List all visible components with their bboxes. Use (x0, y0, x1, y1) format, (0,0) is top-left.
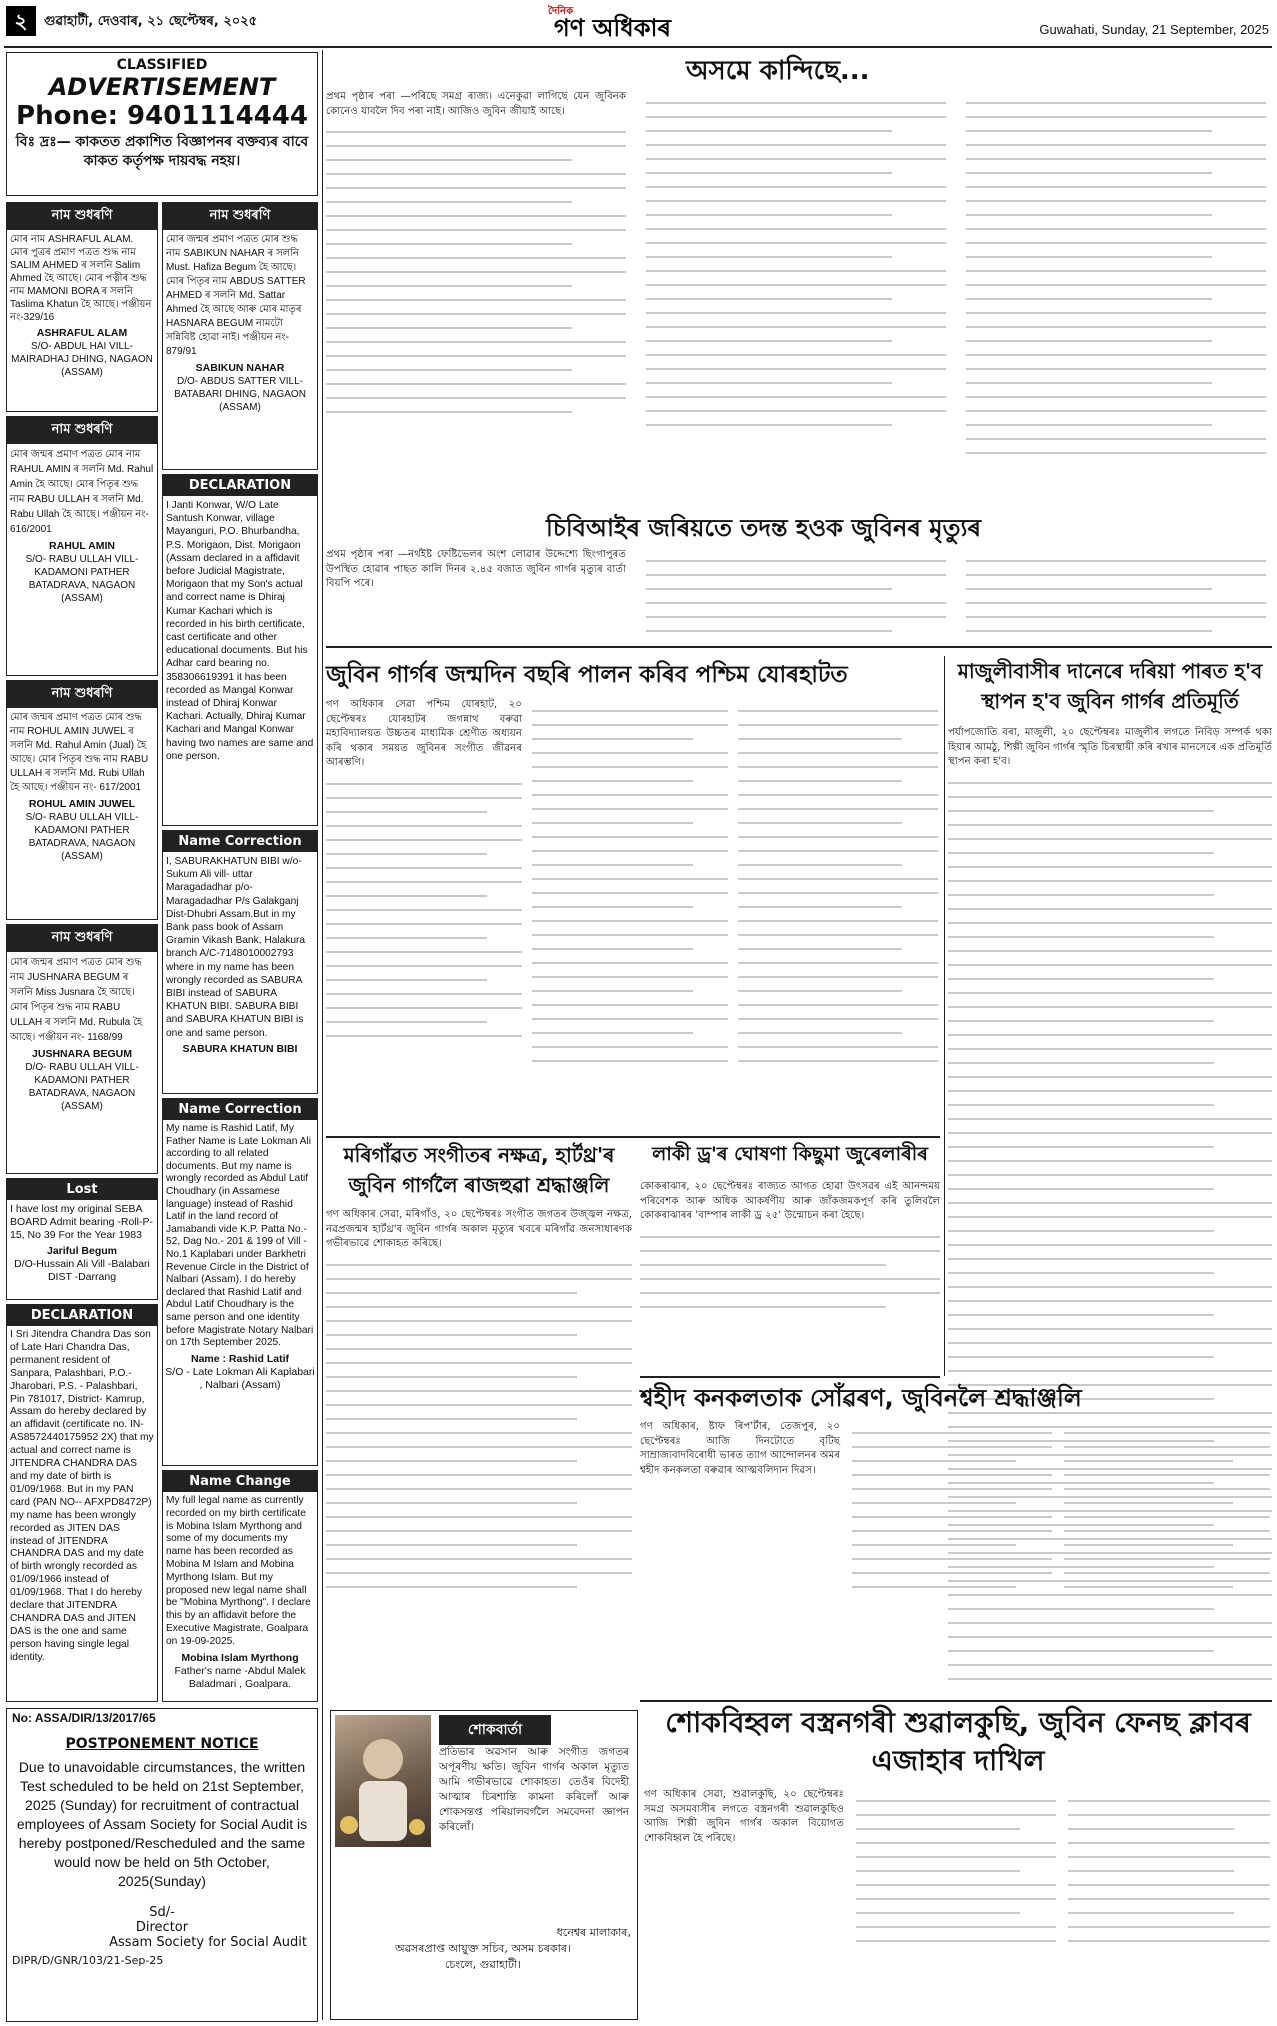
notice-heading: Name Correction (163, 831, 317, 852)
obituary-signature-place: চেংলে, গুৱাহাটী। (444, 1958, 522, 1971)
article-body-column (856, 1788, 1056, 1954)
logo (548, 2, 718, 42)
notice-body: My full legal name as currently recorded on my birth certificate is Mobina Islam Myrthong and some of my documents my name has been recorded as Mobina M Islam and Mobina Myrthong Islam. But my proposed new legal name shall be "Mobina Myrthong". I declare this by an affidavit before the Executive Magistrate, Goalpara on 19-09-2025. (166, 1495, 311, 1647)
notice-body: মোৰ জন্মৰ প্ৰমাণ পত্ৰত মোৰ শুদ্ধ নাম ROHUL AMIN JUWEL ৰ সলনি Md. Rahul Amin (Jual) হৈ আছে। মোৰ পিতৃৰ শুদ্ধ নাম RABU ULLAH ৰ সলনি Md. Rubi Ullah হৈ আছে। পঞ্জীয়ন নং- 617/2001 (10, 712, 149, 793)
postponement-notice (6, 1708, 318, 2022)
article-body-column (1068, 1788, 1270, 1954)
portrait-image (335, 1715, 431, 1847)
article-assam-cries (326, 50, 1272, 510)
article-headline: মৰিগাঁৱত সংগীতৰ নক্ষত্ৰ, হাৰ্টথ্ৰ'ৰ জুবিন গাৰ্গলৈ ৰাজহুৱা শ্ৰদ্ধাঞ্জলি (343, 1143, 615, 1197)
section-rule (640, 1376, 940, 1378)
article-morigaon-tribute (326, 1140, 632, 1702)
notice-heading: Lost (7, 1179, 157, 1200)
notice-body: মোৰ জন্মৰ প্ৰমাণ পত্ৰত মোৰ শুদ্ধ নাম JUSHNARA BEGUM ৰ সলনি Miss Jusnara হৈ আছে। মোৰ পিতৃৰ শুদ্ধ নাম RABU ULLAH ৰ সলনি Md. Rubula হৈ আছে। পঞ্জীয়ন নং- 1168/99 (10, 957, 143, 1043)
article-body-column (966, 548, 1266, 644)
notice-name-correction-1 (6, 202, 158, 412)
date-english: Guwahati, Sunday, 21 September, 2025 (1039, 22, 1269, 37)
article-lead-text: পৰ্যাপজোতি বৰা, মাজুলী, ২০ ছেপ্টেম্বৰঃ মাজুলীৰ লগতে নিবিড় সম্পৰ্ক থকা হিয়াৰ আমঠু, শিল্পী জুবিন গাৰ্গৰ স্মৃতি চিৰস্থায়ী কৰি ৰখাৰ মানসেৰে এক প্ৰতিমূৰ্তি স্থাপন কৰা হ'ব। (948, 727, 1272, 768)
notice-body: I Janti Konwar, W/O Late Santush Konwar, village Mayanguri, P.O. Bhurbandha, P.S. Morigaon, Dist. Morigaon (Assam declared in a affidavit before Judicial Magistrate, Morigaon that my Son's actual and correct name is Dhiraj Kumar Kachari which is recorded in his birth certificate, cast certificate and other educational documents. But his Adhar card bearing no. 358306619391 it has been recorded as Mangal Konwar instead of Dhiraj Konwar Kachari. Actually, Dhiraj Kumar Kachari and Mangal Konwar having two names are same and one person. (166, 500, 314, 762)
article-body-column (1064, 1420, 1270, 1600)
notice-body: I have lost my original SEBA BOARD Admit bearing -Roll-P-15, No 39 For the Year 1983 (10, 1203, 153, 1241)
notice-heading: নাম শুধৰণি (7, 417, 157, 444)
notice-body: I, SABURAKHATUN BIBI w/o-Sukum Ali vill- uttar Maragadadhar p/o- Maragadadhar P/s Galakganj Dist-Dhubri Assam.But in my Bank pass book of Assam Gramin Vikash Bank, Halakura branch A/C-7148010002793 where in my name has been wrongly recorded as SABURA BIBI instead of SABURA KHATUN BIBI. SABURA BIBI and SABURA KHATUN BIBI is one and same person. (166, 856, 306, 1039)
notice-name-correction-7 (162, 1098, 318, 1466)
notice-signature: ASHRAFUL ALAM (36, 327, 128, 339)
notice-heading: POSTPONEMENT NOTICE (65, 1736, 259, 1752)
article-shualkuchi (644, 1704, 1272, 2022)
article-body-text (326, 1264, 632, 1588)
article-headline: শোকবিহ্বল বস্ত্ৰনগৰী শুৱালকুছি, জুবিন ফেনছ ক্লাবৰ এজাহাৰ দাখিল (665, 1706, 1251, 1777)
notice-body: My name is Rashid Latif, My Father Name is Late Lokman Ali according to all related documents. But my name is wrongly recorded as Abdul Latif Choudhary (in Assamese language) instead of Rashid Latif in the land record of Jamabandi vide K.P. Patta No.- 52, Dag No.- 201 & 199 of Vill - No.1 Kaplabari under Barkhetri Revenue Circle in the District of Nalbari (Assam). I do hereby declared that Rashid Latif and Abdul Latif Choudhary is the same person and one identity before Magistrate Notary Nalbari on 17th September 2025. (166, 1123, 314, 1349)
column-rule (322, 50, 323, 2020)
notice-body: I Sri Jitendra Chandra Das son of Late Hari Chandra Das, permanent resident of Sanpara, Palashbari, P.O.- Jharobari, P.S. - Palashbari, Pin 781017, District- Kamrup, Assam do hereby declared by an affidavit (certificate no. IN-AS8572440175952 2X) that my actual and correct name is JITENDRA CHANDRA DAS and my date of birth is 01/09/1968. But in my PAN card (PAN NO-- AFXPD8472P) my name has been wrongly recorded as JITEN DAS instead of JITENDRA CHANDRA DAS and my date of birth wrongly recorded as 01/09/1966 instead of 01/09/1968. That I do hereby declare that JITENDRA CHANDRA DAS and JITEN DAS is the one and same person having single legal identity. (10, 1329, 154, 1663)
section-rule (640, 1700, 1272, 1702)
notice-name-change (162, 1470, 318, 1702)
article-cbi-probe (326, 510, 1272, 650)
notice-signature: RAHUL AMIN (49, 540, 115, 552)
notice-signature-title: Director (135, 1920, 189, 1935)
article-lead-text: প্ৰথম পৃষ্ঠাৰ পৰা —পৰিছে সমগ্ৰ ৰাজ্য। এনেকুৱা লাগিছে যেন জুবিনক কোনেও যাবলৈ দিব পৰা নাই। আজিও জুবিন জীয়াই আছে। (326, 91, 626, 117)
notice-signature-org: Assam Society for Social Audit (109, 1935, 307, 1950)
obituary-photo (335, 1715, 431, 1847)
notice-address: Father's name -Abdul Malek Baladmari , Goalpara. (174, 1664, 306, 1690)
masthead-rule (4, 46, 1272, 48)
notice-heading: Name Change (163, 1471, 317, 1492)
notice-signature: SABIKUN NAHAR (195, 362, 285, 374)
obituary-body: প্ৰতিভাৰ অৱসান আৰু সংগীত জগতৰ অপূৰণীয় ক্ষতি। জুবিন গাৰ্গৰ অকাল মৃত্যুত আমি গভীৰভাৱে শোকাহত। তেওঁৰ বিদেহী আত্মাৰ চিৰশান্তি কামনা কৰিলোঁ আৰু শোকসন্তপ্ত পৰিয়ালবৰ্গলৈ সমবেদনা জ্ঞাপন কৰিলোঁ। (439, 1746, 629, 1833)
article-headline: অসমে কান্দিছে... (686, 56, 870, 86)
section-rule (326, 1136, 940, 1138)
notice-lost (6, 1178, 158, 1300)
notice-heading: Name Correction (163, 1099, 317, 1120)
notice-heading: নাম শুধৰণি (7, 925, 157, 952)
classified-header-box (6, 52, 318, 196)
logo-small-text: দৈনিক (548, 6, 574, 17)
notice-signature: Name : Rashid Latif (190, 1352, 290, 1365)
notice-name-correction-2 (6, 416, 158, 676)
notice-heading: DECLARATION (7, 1305, 157, 1326)
article-headline: জুবিন গাৰ্গৰ জন্মদিন বছৰি পালন কৰিব পশ্চিম যোৰহাটত (326, 662, 848, 688)
article-body-column (646, 548, 946, 644)
article-lead-text: গণ অধিকাৰ সেৱা, মৰিগাঁও, ২০ ছেপ্টেম্বৰঃ সংগীত জগতৰ উজ্জ্বল নক্ষত্ৰ, নৱপ্ৰজন্মৰ হাৰ্টথ্ৰ'ব জুবিন গাৰ্গৰ অকাল মৃত্যুৰ খবৰে মৰিগাঁৱ জনসাধাৰণক গভীৰভাৱে শোকাহত কৰিছে। (326, 1209, 632, 1250)
notice-address: D/O- ABDUS SATTER VILL- BATABARI DHING, NAGAON (ASSAM) (174, 376, 306, 413)
notice-heading: নাম শুধৰণি (163, 203, 317, 230)
notice-body: মোৰ জন্মৰ প্ৰমাণ পত্ৰত মোৰ নাম RAHUL AMIN ৰ সলনি Md. Rahul Amin হৈ আছে। মোৰ পিতৃৰ শুদ্ধ নাম RABU ULLAH ৰ সলনি Md. Rabu Ullah হৈ আছে। পঞ্জীয়ন নং- 616/2001 (10, 449, 154, 535)
notice-signature: SABURA KHATUN BIBI (182, 1042, 298, 1055)
classified-label: CLASSIFIED (116, 57, 208, 73)
classified-title: ADVERTISEMENT (48, 73, 276, 101)
notice-address: S/O- ABDUL HAI VILL- MAIRADHAJ DHING, NAGAON (ASSAM) (11, 341, 153, 378)
notice-address: S/O- RABU ULLAH VILL- KADAMONI PATHER BATADRAVA, NAGAON (ASSAM) (25, 554, 139, 604)
notice-address: D/O-Hussain Ali Vill -Balabari DIST -Darrang (14, 1258, 150, 1283)
article-lead-text: প্ৰথম পৃষ্ঠাৰ পৰা —নৰ্থইষ্ট ফেষ্টিভেলৰ অংশ লোৱাৰ উদ্দেশ্যে ছিংগাপুৰত উপস্থিত হোৱাৰ পাছত কালি দিনৰ ২.৪৫ বজাত জুবিন গাৰ্গৰ মৃত্যুৰ বাৰ্তা বিয়পি পৰে। (326, 549, 626, 590)
article-lead-text: গণ অধিকাৰ সেৱা, শুৱালকুছি, ২০ ছেপ্টেম্বৰঃ সমগ্ৰ অসমবাসীৰ লগতে বস্ত্ৰনগৰী শুৱালকুছিও আজি শিল্পী জুবিন গাৰ্গৰ অকাল বিয়োগত শোকবিহ্বল হৈ পৰিছে। (644, 1789, 844, 1844)
notice-heading: DECLARATION (163, 475, 317, 496)
notice-signature: Mobina Islam Myrthong (181, 1651, 299, 1664)
notice-name-correction-4 (6, 924, 158, 1174)
notice-body: মোৰ নাম ASHRAFUL ALAM. মোৰ পুত্ৰৰ প্ৰমাণ পত্ৰত শুদ্ধ নাম SALIM AHMED ৰ সলনি Salim Ahmed হৈ আছে। মোৰ পত্নীৰ শুদ্ধ নাম MAMONI BORA ৰ সলনি Taslima Khatun হৈ আছে। পঞ্জীয়ন নং-329/16 (10, 234, 152, 323)
obituary-box (330, 1710, 638, 2020)
notice-heading: নাম শুধৰণি (7, 681, 157, 708)
section-rule (326, 646, 1272, 648)
article-headline: চিবিআইৰ জৰিয়তে তদন্ত হওক জুবিনৰ মৃত্যুৰ (546, 514, 982, 542)
notice-address: S/O- RABU ULLAH VILL- KADAMONI PATHER BATADRAVA, NAGAON (ASSAM) (25, 812, 139, 862)
article-body-column (966, 90, 1266, 500)
notice-signature: ROHUL AMIN JUWEL (28, 798, 136, 810)
article-body-column (532, 698, 728, 1074)
obituary-signature-title: অৱসৰপ্ৰাপ্ত আয়ুক্ত সচিব, অসম চৰকাৰ। (395, 1942, 571, 1955)
obituary-signature-name: ধনেশ্বৰ মালাকাৰ, (556, 1926, 631, 1939)
notice-declaration-2 (162, 474, 318, 826)
article-lead-text: গণ অধিকাৰ সেৱা পশ্চিম যোৰহাট, ২০ ছেপ্টেম্বৰঃ যোৰহাটৰ জগন্নাথ বৰুৱা মহাবিদ্যালয়ত উচ্চতৰ মাধ্যমিক শ্ৰেণীত অধ্যয়ন কৰি থকাৰ সময়ত জুবিনৰ সংগীত জীৱনৰ আৰম্ভণি। (326, 699, 522, 769)
article-body-text (326, 131, 626, 413)
notice-signature: JUSHNARA BEGUM (32, 1048, 132, 1060)
article-kanaklata (640, 1380, 1272, 1702)
article-lead-text: গণ অধিকাৰ, ষ্টাফ ৰিপ'ৰ্টাৰ, তেজপুৰ, ২০ ছেপ্টেম্বৰঃ আজি দিনটোতে বৃটিছ সাম্ৰাজ্যবাদবিৰোধী ভাৰত ত্যাগ আন্দোলনৰ অমৰ শ্বহীদ কনকলতা বৰুৱাৰ আত্মবলিদান দিৱস। (640, 1421, 840, 1476)
notice-name-correction-5 (162, 202, 318, 470)
notice-body: Due to unavoidable circumstances, the written Test scheduled to be held on 21st September, 2025 (Sunday) for recruitment of contractual employees of Assam Society for Social Audit is hereby postponed/Rescheduled and the same would now be held on 5th October, 2025(Sunday) (16, 1759, 308, 1889)
masthead (0, 0, 1277, 48)
article-body-column (852, 1420, 1052, 1600)
notice-name-correction-3 (6, 680, 158, 920)
column-rule (944, 656, 945, 1376)
notice-footer: DIPR/D/GNR/103/21-Sep-25 (12, 1954, 164, 1967)
notice-reference: No: ASSA/DIR/13/2017/65 (12, 1711, 156, 1725)
article-headline: মাজুলীবাসীৰ দানেৰে দৰিয়া পাৰত হ'ব স্থাপন হ'ব জুবিন গাৰ্গৰ প্ৰতিমূৰ্তি (957, 659, 1263, 713)
date-assamese: গুৱাহাটী, দেওবাৰ, ২১ ছেপ্টেম্বৰ, ২০২৫ (44, 14, 258, 29)
notice-address: S/O - Late Lokman Ali Kaplabari , Nalbari (Assam) (165, 1365, 315, 1391)
article-body-text (640, 1236, 940, 1308)
article-body-text (326, 783, 522, 1037)
article-body-column (646, 90, 946, 500)
notice-heading: নাম শুধৰণি (7, 203, 157, 230)
obituary-heading: শোকবাৰ্তা (439, 1715, 551, 1745)
classified-note: বিঃ দ্ৰঃ— কাকতত প্ৰকাশিত বিজ্ঞাপনৰ বক্তব্যৰ বাবে কাকত কৰ্তৃপক্ষ দায়বদ্ধ নহয়। (15, 134, 309, 169)
article-lucky-draw (640, 1140, 940, 1372)
notice-signature: Sd/- (149, 1905, 175, 1920)
notice-body: মোৰ জন্মৰ প্ৰমাণ পত্ৰত মোৰ শুদ্ধ নাম SABIKUN NAHAR ৰ সলনি Must. Hafiza Begum হৈ আছে। মোৰ পিতৃৰ নাম ABDUS SATTER AHMED ৰ সলনি Md. Sattar Ahmed হৈ আছে আৰু মোৰ মাতৃৰ HASNARA BEGUM নামটো সন্নিবিষ্ট হোৱা নাই। পঞ্জীয়ন নং- 879/91 (166, 234, 306, 357)
notice-signature: Jariful Begum (46, 1245, 117, 1257)
notice-name-correction-6 (162, 830, 318, 1094)
page-number: ২ (6, 6, 36, 36)
classified-phone: Phone: 9401114444 (16, 101, 308, 131)
article-headline: শ্বহীদ কনকলতাক সোঁৱৰণ, জুবিনলৈ শ্ৰদ্ধাঞ্জলি (640, 1384, 1082, 1412)
notice-address: D/O- RABU ULLAH VILL- KADAMONI PATHER BATADRAVA, NAGAON (ASSAM) (25, 1062, 139, 1112)
article-lead-text: কোকৰাঝাৰ, ২০ ছেপ্টেম্বৰঃ ৰাজ্যত আগত হোৱা উৎসৱৰ এই আনন্দময় পৰিবেশক আৰু অধিক আকৰ্ষণীয় আৰু জাঁকজমকপূৰ্ণ কৰি তুলিবলৈ কোকৰাঝাৰৰ 'বাম্পাৰ লাকী ড্ৰ ২৫' উন্মোচন কৰা হৈছে। (640, 1181, 940, 1222)
article-headline: লাকী ড্ৰ'ৰ ঘোষণা কিছুমা জুৰেলাৰীৰ (652, 1143, 928, 1165)
article-birthday-jorhat (326, 656, 940, 1138)
notice-declaration-1 (6, 1304, 158, 1702)
article-body-column (738, 698, 938, 1074)
logo-main-text: গণ অধিকাৰ (554, 14, 671, 42)
